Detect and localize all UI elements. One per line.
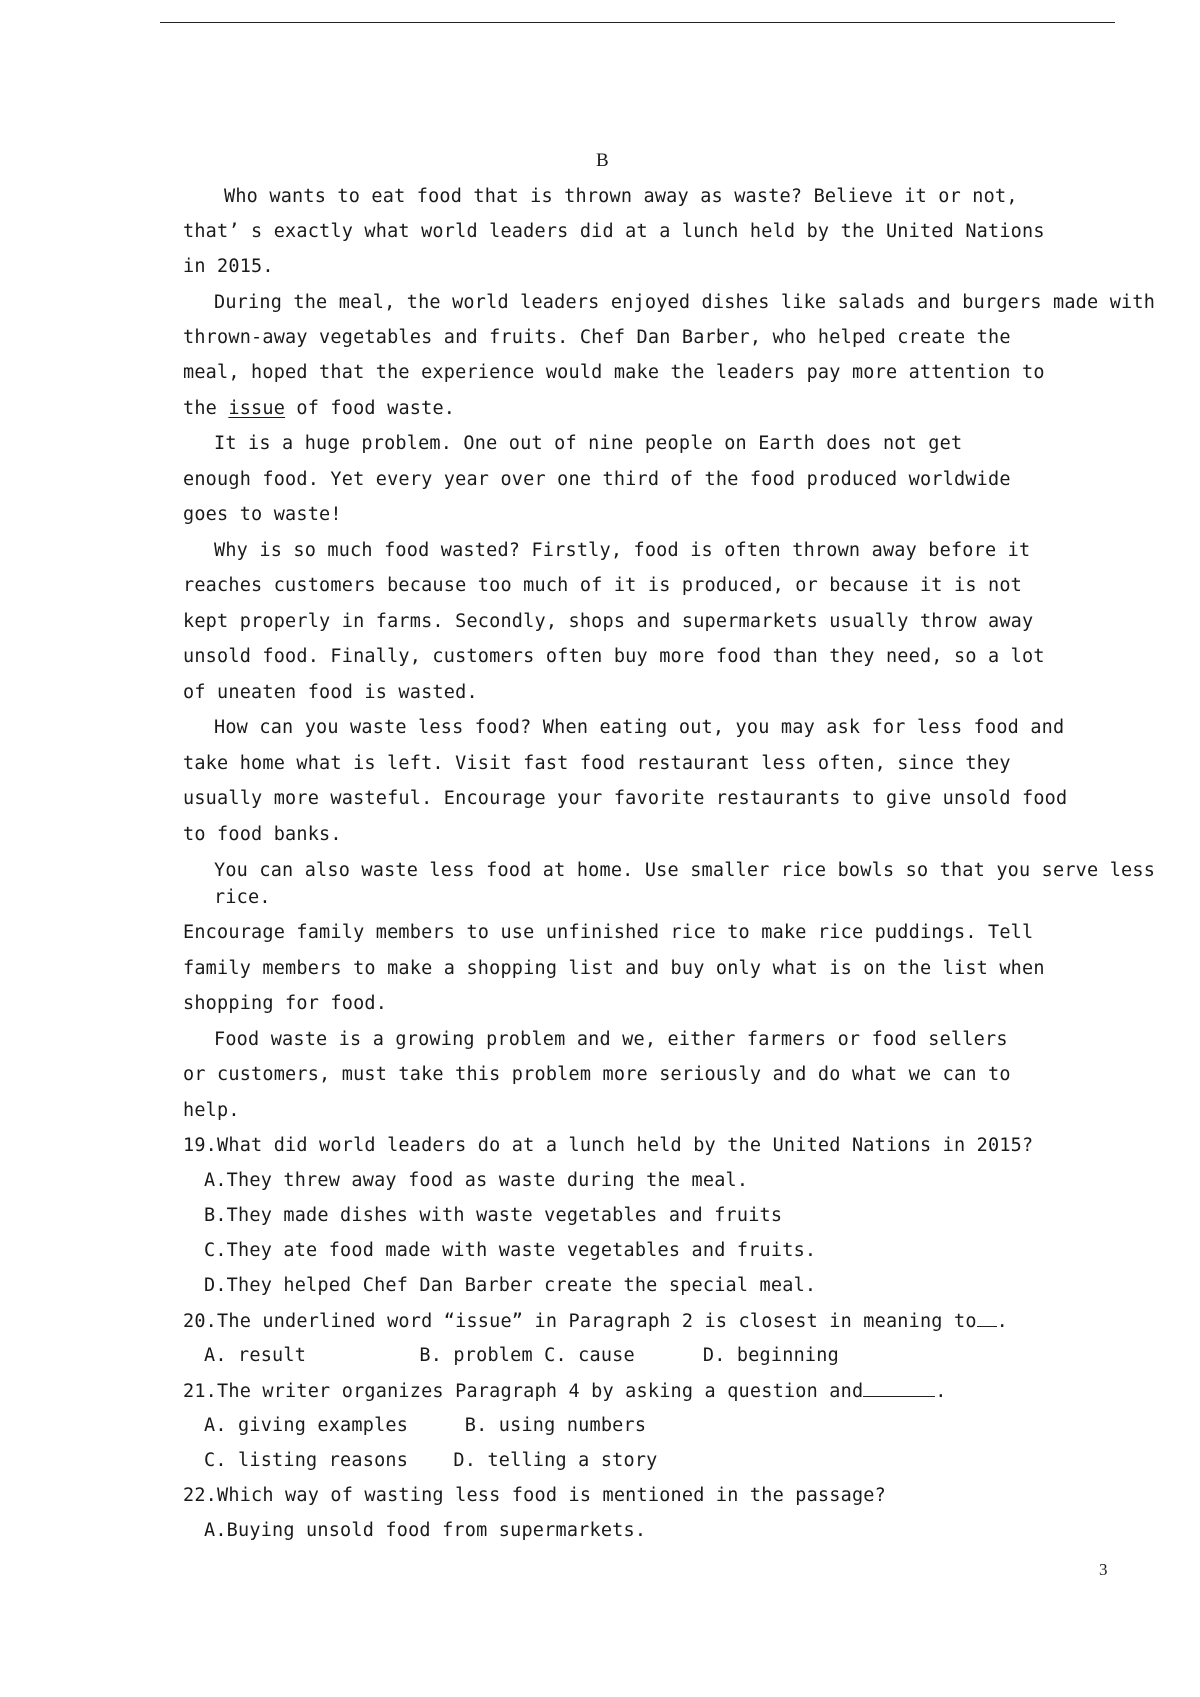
passage-line: family members to make a shopping list and buy only what is on the list when [183, 958, 1045, 979]
passage-line: kept properly in farms. Secondly, shops and supermarkets usually throw away [183, 611, 1034, 632]
passage-line [183, 398, 455, 420]
passage-line: You can also waste less food at home. Use smaller rice bowls so that you serve less [214, 860, 1156, 881]
passage-line: meal, hoped that the experience would make the leaders pay more attention to [183, 362, 1045, 383]
text-run: 21.The writer organizes Paragraph 4 by asking a question and [183, 1381, 864, 1402]
question-stem [183, 1310, 1008, 1333]
passage-line: Why is so much food wasted? Firstly, food is often thrown away before it [214, 540, 1031, 561]
passage-line: that’ s exactly what world leaders did at a lunch held by the United Nations [183, 221, 1045, 242]
answer-blank [977, 1310, 997, 1327]
answer-option: D.They helped Chef Dan Barber create the special meal. [204, 1275, 817, 1296]
passage-line: goes to waste! [183, 504, 342, 525]
question-stem [183, 1380, 947, 1403]
passage-line: in 2015. [183, 256, 274, 277]
passage-line: Encourage family members to use unfinished rice to make rice puddings. Tell [183, 922, 1034, 943]
text-run: of food waste. [285, 398, 456, 419]
passage-line: or customers, must take this problem more seriously and do what we can to [183, 1064, 1011, 1085]
passage-line: Food waste is a growing problem and we, either farmers or food sellers [214, 1029, 1008, 1050]
passage-line: usually more wasteful. Encourage your favorite restaurants to give unsold food [183, 788, 1068, 809]
answer-option: A.Buying unsold food from supermarkets. [204, 1520, 647, 1541]
passage-line: take home what is left. Visit fast food restaurant less often, since they [183, 753, 1011, 774]
section-letter: B [596, 150, 609, 171]
passage-line: reaches customers because too much of it is produced, or because it is not [183, 575, 1023, 596]
answer-option: B.They made dishes with waste vegetables and fruits [204, 1205, 783, 1226]
answer-blank [863, 1380, 935, 1397]
passage-line: thrown-away vegetables and fruits. Chef Dan Barber, who helped create the [183, 327, 1011, 348]
underlined-word: issue [228, 398, 286, 419]
passage-line: shopping for food. [183, 993, 388, 1014]
answer-options: A. giving examples B. using numbers [204, 1415, 647, 1436]
answer-options: C. listing reasons D. telling a story [204, 1450, 658, 1471]
text-run: . [935, 1381, 947, 1402]
question-stem: 19.What did world leaders do at a lunch held by the United Nations in 2015? [183, 1135, 1034, 1156]
passage-line: Who wants to eat food that is thrown away as waste? Believe it or not, [224, 186, 1018, 207]
page-number: 3 [1099, 1560, 1108, 1579]
passage-line: During the meal, the world leaders enjoyed dishes like salads and burgers made with [214, 292, 1156, 313]
top-rule [160, 22, 1115, 23]
text-run: . [996, 1311, 1008, 1332]
passage-line: unsold food. Finally, customers often buy more food than they need, so a lot [183, 646, 1045, 667]
question-stem: 22.Which way of wasting less food is mentioned in the passage? [183, 1485, 886, 1506]
passage-line: help. [183, 1100, 240, 1121]
passage-line: enough food. Yet every year over one third of the food produced worldwide [183, 469, 1011, 490]
text-run: 20.The underlined word “issue” in Paragraph 2 is closest in meaning to [183, 1311, 977, 1332]
passage-line: of uneaten food is wasted. [183, 682, 478, 703]
passage-line: to food banks. [183, 824, 342, 845]
passage-line: It is a huge problem. One out of nine people on Earth does not get [214, 433, 963, 454]
passage-line: rice. [214, 887, 271, 908]
text-run: the [183, 398, 229, 419]
passage-line: How can you waste less food? When eating out, you may ask for less food and [214, 717, 1065, 738]
answer-option: C.They ate food made with waste vegetables and fruits. [204, 1240, 817, 1261]
answer-option: A.They threw away food as waste during the meal. [204, 1170, 749, 1191]
answer-options: A. result B. problem C. cause D. beginning [204, 1345, 839, 1366]
